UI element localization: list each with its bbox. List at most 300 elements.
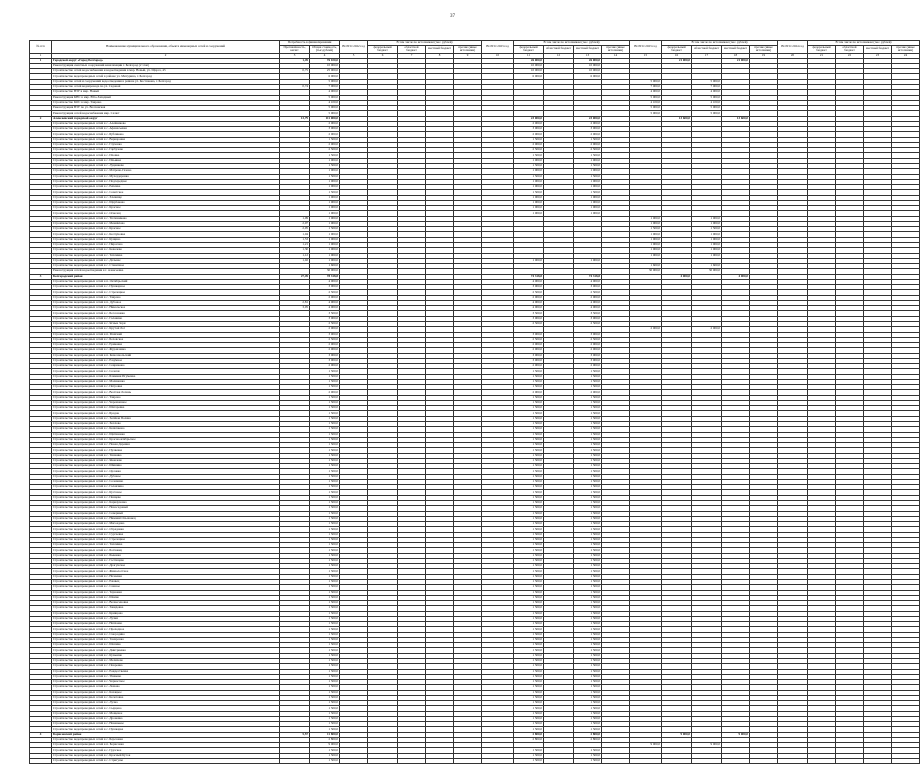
- row-cell: 1 000,0: [310, 253, 340, 258]
- row-cell: 1 500,0: [574, 174, 602, 179]
- row-name: Реконструкция очистных сооружений канализации г. Белгород (2 этап): [52, 63, 280, 68]
- row-name: Строительство водопроводных сетей в с. Станичное: [52, 264, 280, 269]
- row-name: Строительство водопроводных сетей в с. Тавровo: [52, 395, 280, 400]
- row-cell: 1 500,0: [310, 695, 340, 700]
- row-cell: 1 500,0: [514, 653, 544, 658]
- column-number: 11: [514, 53, 544, 58]
- row-name: Строительство водопроводных сетей в с. Жимолостное: [52, 569, 280, 574]
- row-cell: 3 000,0: [574, 316, 602, 321]
- row-cell: 1 500,0: [514, 658, 544, 663]
- row-cell: 1 500,0: [514, 548, 544, 553]
- row-cell: 1 500,0: [310, 569, 340, 574]
- row-cell: 1 500,0: [310, 379, 340, 384]
- row-cell: 2 000,0: [310, 132, 340, 137]
- row-cell: 3,05: [280, 306, 310, 311]
- row-name: Строительство водопроводных сетей в с. Березовка: [52, 737, 280, 742]
- row-cell: 1 500,0: [310, 527, 340, 532]
- row-cell: 2 000,0: [630, 327, 662, 332]
- row-cell: 4 000,0: [692, 90, 722, 95]
- row-cell: 1 500,0: [310, 395, 340, 400]
- row-name: Строительство водопроводных сетей в с. Отрадовка: [52, 527, 280, 532]
- row-cell: 0,75: [280, 69, 310, 74]
- column-number: 9: [454, 53, 482, 58]
- row-name: Строительство водопроводных сетей в с. Мясоедово: [52, 522, 280, 527]
- row-cell: 1 500,0: [574, 585, 602, 590]
- row-name: Строительство водопроводных сетей в с. Красное: [52, 206, 280, 211]
- row-cell: 1 000,0: [310, 206, 340, 211]
- row-cell: 1 500,0: [574, 759, 602, 764]
- row-name: Строительство водопроводных сетей в с. Крутой Лог: [52, 327, 280, 332]
- row-cell: 1 000,0: [692, 221, 722, 226]
- row-cell: 1 000,0: [514, 200, 544, 205]
- row-cell: 1 000,0: [310, 242, 340, 247]
- row-cell: 2 000,0: [574, 121, 602, 126]
- row-cell: 2 000,0: [514, 132, 544, 137]
- row-cell: 1 500,0: [310, 422, 340, 427]
- row-name: Строительство водопроводных сетей в с. Алейниково: [52, 121, 280, 126]
- row-cell: 4 000,0: [310, 279, 340, 284]
- row-name: Строительство водопроводных сетей в с. Таврово: [52, 295, 280, 300]
- row-name: Строительство водопроводных сетей в с. Щербаково: [52, 200, 280, 205]
- row-cell: 5 000,0: [692, 111, 722, 116]
- row-cell: 30 000,0: [692, 269, 722, 274]
- header-source: прочие (иные источники): [892, 45, 920, 53]
- row-cell: 1 000,0: [692, 232, 722, 237]
- row-cell: 1 500,0: [310, 369, 340, 374]
- row-cell: 4 000,0: [514, 306, 544, 311]
- row-cell: 1 500,0: [574, 590, 602, 595]
- row-cell: 1 000,0: [574, 158, 602, 163]
- column-number: 15: [630, 53, 662, 58]
- table-row: [30, 759, 920, 764]
- row-cell: 1 500,0: [574, 637, 602, 642]
- row-name: Строительство водопроводных сетей в с. Никольское: [52, 306, 280, 311]
- row-cell: 1,53: [280, 237, 310, 242]
- header-num: № п/п: [30, 41, 52, 54]
- row-name: Строительство водопроводных сетей в с. Гостищево: [52, 558, 280, 563]
- row-cell: 1 500,0: [514, 374, 544, 379]
- row-cell: 3 000,0: [574, 358, 602, 363]
- row-name: Строительство водопроводных сетей в с. Покровка: [52, 664, 280, 669]
- row-cell: 1 500,0: [514, 174, 544, 179]
- row-cell: 27,49: [280, 274, 310, 279]
- row-cell: 1 500,0: [310, 637, 340, 642]
- row-name: Строительство водопроводных сетей в с. Матрено-Гезово: [52, 169, 280, 174]
- row-cell: 1 500,0: [514, 406, 544, 411]
- row-cell: 4 000,0: [310, 90, 340, 95]
- row-cell: 1 000,0: [574, 258, 602, 263]
- row-cell: 1 500,0: [514, 464, 544, 469]
- row-cell: 1 500,0: [514, 674, 544, 679]
- row-cell: 4 000,0: [514, 279, 544, 284]
- row-cell: 1 500,0: [310, 537, 340, 542]
- row-cell: 74 318,8: [514, 274, 544, 279]
- row-name: Строительство водопроводных сетей в с. Головино: [52, 316, 280, 321]
- row-cell: 1 500,0: [514, 395, 544, 400]
- row-cell: [778, 759, 808, 764]
- row-cell: 2 000,0: [574, 364, 602, 369]
- row-cell: 1 500,0: [514, 474, 544, 479]
- row-cell: 2 000,0: [514, 390, 544, 395]
- row-cell: 1 500,0: [310, 506, 340, 511]
- row-cell: 1 500,0: [574, 574, 602, 579]
- row-cell: 1 000,0: [630, 248, 662, 253]
- row-cell: 1 000,0: [574, 195, 602, 200]
- row-cell: 7 000,0: [692, 85, 722, 90]
- header-source: прочие (иные источники): [454, 45, 482, 53]
- row-cell: 1 500,0: [514, 622, 544, 627]
- row-cell: 2 000,0: [310, 121, 340, 126]
- column-number: 2: [52, 53, 280, 58]
- row-name: Строительство водопроводных сетей в п. Октябрьский: [52, 279, 280, 284]
- row-cell: 1 000,0: [310, 158, 340, 163]
- row-name: Строительство водопроводных сетей в с. Мощеное: [52, 711, 280, 716]
- row-cell: 1 500,0: [310, 558, 340, 563]
- row-cell: 2 800,0: [310, 737, 340, 742]
- row-cell: 1 500,0: [574, 495, 602, 500]
- row-cell: 1 500,0: [692, 227, 722, 232]
- row-cell: 1 500,0: [514, 369, 544, 374]
- row-name: Строительство водопроводных сетей в с. Лучки: [52, 616, 280, 621]
- header-total-4: ВСЕГО 2024 год: [778, 41, 808, 54]
- row-cell: 1 500,0: [310, 648, 340, 653]
- row-cell: 1 000,0: [310, 232, 340, 237]
- row-cell: 1 500,0: [574, 690, 602, 695]
- row-cell: 1 000,0: [574, 185, 602, 190]
- row-name: Строительство водопроводных сетей в с. Весёлая Лопань: [52, 390, 280, 395]
- row-name: Строительство водопроводных сетей в с. Кущино: [52, 237, 280, 242]
- row-cell: 1 000,0: [310, 216, 340, 221]
- row-cell: 1 500,0: [514, 701, 544, 706]
- row-cell: 1 500,0: [514, 553, 544, 558]
- row-cell: 1 500,0: [574, 137, 602, 142]
- row-cell: [426, 759, 454, 764]
- row-cell: 1 500,0: [310, 579, 340, 584]
- row-name: Строительство водопроводных сетей в с. Ушаково: [52, 674, 280, 679]
- row-cell: 2,05: [280, 227, 310, 232]
- row-cell: 1 500,0: [310, 485, 340, 490]
- row-name: Строительство водопроводных сетей в с. Ильинка: [52, 158, 280, 163]
- row-name: Строительство водопроводных сетей в с. Иловка: [52, 153, 280, 158]
- row-cell: 1 500,0: [310, 595, 340, 600]
- row-cell: 1 500,0: [574, 406, 602, 411]
- header-source: прочие (иные источники): [750, 45, 778, 53]
- row-cell: 1 600,0: [692, 264, 722, 269]
- row-name: Строительство водопроводных сетей в с. Бессоновка: [52, 311, 280, 316]
- row-cell: 1 500,0: [574, 506, 602, 511]
- row-cell: 2 500,0: [574, 321, 602, 326]
- header-source: прочие (иные источники): [602, 45, 630, 53]
- row-cell: [722, 759, 750, 764]
- row-cell: 13 600,0: [722, 116, 750, 121]
- row-cell: 6 000,0: [310, 74, 340, 79]
- row-cell: 1 500,0: [514, 527, 544, 532]
- row-cell: 1 500,0: [310, 427, 340, 432]
- row-name: Строительство водопроводных сетей в с. Луценково: [52, 164, 280, 169]
- row-cell: 2 000,0: [574, 132, 602, 137]
- row-cell: 1 500,0: [514, 443, 544, 448]
- row-cell: 4 100,0: [630, 100, 662, 105]
- row-cell: [662, 759, 692, 764]
- row-cell: 13,79: [280, 116, 310, 121]
- row-cell: 1 500,0: [574, 664, 602, 669]
- row-cell: 1 500,0: [310, 669, 340, 674]
- row-name: Строительство водопроводных сетей в с. Кустовое: [52, 490, 280, 495]
- row-cell: 1 000,0: [310, 169, 340, 174]
- row-cell: 1 500,0: [310, 458, 340, 463]
- row-cell: 1 500,0: [574, 727, 602, 732]
- row-cell: 26 000,0: [514, 58, 544, 63]
- row-cell: 1,09: [280, 216, 310, 221]
- row-cell: 1 500,0: [310, 416, 340, 421]
- row-name: Строительство водопроводных сетей в с. Разумное: [52, 358, 280, 363]
- row-cell: 1 500,0: [574, 558, 602, 563]
- row-cell: [836, 759, 864, 764]
- row-name: Строительство водопроводных сетей в с. Шишино: [52, 464, 280, 469]
- row-cell: 1 500,0: [514, 711, 544, 716]
- row-name: Строительство водопроводных сетей в с. Стрелецкое: [52, 290, 280, 295]
- column-number: 3: [280, 53, 310, 58]
- row-cell: 1 500,0: [514, 716, 544, 721]
- row-cell: 1 500,0: [514, 680, 544, 685]
- row-cell: 76 100,0: [310, 58, 340, 63]
- row-cell: 1 500,0: [514, 506, 544, 511]
- row-cell: 1 500,0: [574, 448, 602, 453]
- row-cell: 1 500,0: [574, 485, 602, 490]
- row-cell: 1 500,0: [310, 137, 340, 142]
- row-cell: 1 500,0: [574, 532, 602, 537]
- row-name: Строительство водопроводных сетей в с. Новая Деревня: [52, 443, 280, 448]
- row-cell: 3 000,0: [514, 127, 544, 132]
- row-name: Строительство водопроводных сетей в с. Дальнее: [52, 258, 280, 263]
- row-cell: 1 500,0: [574, 553, 602, 558]
- row-cell: 5 000,0: [692, 106, 722, 111]
- row-name: Строительство сетей водоснабжения и водоотведения в мкр. Новый, ул. Щорса, 45: [52, 69, 280, 74]
- row-cell: 1 500,0: [574, 511, 602, 516]
- row-name: Строительство водопроводных сетей в с. Краснооктябрьское: [52, 437, 280, 442]
- row-name: Строительство водопроводных сетей в с. Ясные Зори: [52, 321, 280, 326]
- row-name: Строительство водопроводных сетей в с. Петровка: [52, 385, 280, 390]
- row-cell: 3 000,0: [514, 332, 544, 337]
- row-name: Строительство водопроводных сетей в с. Ржавец: [52, 579, 280, 584]
- row-name: Строительство водопроводных сетей в с. Ломово: [52, 685, 280, 690]
- row-name: Строительство водопроводных сетей в с. Пушкарка: [52, 727, 280, 732]
- row-name: Строительство водопроводных сетей в с. Пушкарное: [52, 285, 280, 290]
- row-cell: 3 500,0: [574, 311, 602, 316]
- row-cell: 2 000,0: [514, 142, 544, 147]
- row-cell: 1 500,0: [514, 569, 544, 574]
- header-source: федеральный бюджет: [368, 45, 398, 53]
- row-name: Строительство водопроводных сетей в с. Сырцево: [52, 706, 280, 711]
- row-name: Строительство водопроводных сетей в п. Борисовка: [52, 743, 280, 748]
- row-cell: 1 500,0: [310, 474, 340, 479]
- row-cell: 2 000,0: [514, 348, 544, 353]
- row-cell: 25 000,0: [310, 69, 340, 74]
- row-cell: 1 500,0: [514, 727, 544, 732]
- row-cell: 1 500,0: [310, 543, 340, 548]
- header-source: местный бюджет: [722, 45, 750, 53]
- row-cell: 1 500,0: [310, 490, 340, 495]
- row-cell: 1 500,0: [574, 479, 602, 484]
- row-cell: 1 600,0: [310, 264, 340, 269]
- row-cell: 3 000,0: [574, 127, 602, 132]
- row-name: Строительство водопроводных сетей в с. Бродок: [52, 411, 280, 416]
- row-cell: [340, 759, 368, 764]
- row-name: Строительство водопроводных сетей в с. Черкасское: [52, 680, 280, 685]
- row-cell: 1 500,0: [574, 153, 602, 158]
- row-cell: 1 500,0: [310, 511, 340, 516]
- row-cell: 1 500,0: [574, 443, 602, 448]
- row-cell: 1 500,0: [514, 427, 544, 432]
- row-cell: 1 500,0: [310, 680, 340, 685]
- row-name: Строительство водопроводных сетей в с. Красный Куток: [52, 753, 280, 758]
- row-cell: 4 000,0: [662, 274, 692, 279]
- header-total-1: ВСЕГО 2022 год: [340, 41, 368, 54]
- row-name: Строительство водопроводных сетей в с. Красное: [52, 227, 280, 232]
- row-cell: 1 000,0: [574, 179, 602, 184]
- row-cell: 2 000,0: [310, 343, 340, 348]
- row-cell: 1 000,0: [310, 200, 340, 205]
- row-cell: 4 000,0: [310, 300, 340, 305]
- row-cell: 1 500,0: [574, 522, 602, 527]
- row-cell: 2 000,0: [310, 390, 340, 395]
- row-name: Строительство водопроводных сетей в с. Лучка: [52, 701, 280, 706]
- row-cell: 1 000,0: [310, 211, 340, 216]
- row-cell: [602, 759, 630, 764]
- row-name: Строительство водопроводных сетей в с. Пирогово: [52, 242, 280, 247]
- column-number: 7: [398, 53, 426, 58]
- row-cell: 1 500,0: [514, 669, 544, 674]
- row-cell: 5 000,0: [630, 111, 662, 116]
- header-total-2: ВСЕГО 2023 год: [482, 41, 514, 54]
- row-name: Строительство водопроводных сетей в с. Колтуновка: [52, 232, 280, 237]
- row-cell: 3 000,0: [574, 353, 602, 358]
- row-cell: 1 500,0: [514, 469, 544, 474]
- row-name: Строительство водопроводных сетей в с. Репенка: [52, 185, 280, 190]
- row-name: Строительство водопроводных сетей в с. Грузское: [52, 748, 280, 753]
- row-cell: 1 500,0: [514, 485, 544, 490]
- row-cell: 1 500,0: [574, 669, 602, 674]
- row-cell: 1 500,0: [310, 690, 340, 695]
- row-cell: 1 000,0: [574, 200, 602, 205]
- row-cell: [280, 759, 310, 764]
- row-cell: 2 000,0: [514, 121, 544, 126]
- row-cell: 3 000,0: [574, 332, 602, 337]
- row-name: Строительство водопроводных сетей в с. Мухоудеровка: [52, 174, 280, 179]
- row-cell: 1 500,0: [310, 701, 340, 706]
- row-cell: 1 000,0: [514, 206, 544, 211]
- row-cell: 3 000,0: [310, 285, 340, 290]
- row-cell: 1,02: [280, 258, 310, 263]
- row-cell: 1 000,0: [514, 211, 544, 216]
- row-cell: 1 500,0: [630, 227, 662, 232]
- row-cell: 1 500,0: [310, 759, 340, 764]
- row-cell: 30 000,0: [310, 269, 340, 274]
- row-cell: 1 500,0: [574, 501, 602, 506]
- row-cell: 1 500,0: [574, 716, 602, 721]
- row-cell: 3 000,0: [514, 285, 544, 290]
- row-name: Строительство водопроводных сетей в с. Севрюково: [52, 364, 280, 369]
- row-name: Строительство водопроводных сетей в с. Тютюниково: [52, 216, 280, 221]
- row-cell: 1 500,0: [574, 395, 602, 400]
- row-name: Строительство сетей водопровода по ул. Садовой: [52, 85, 280, 90]
- row-cell: 1 500,0: [514, 400, 544, 405]
- row-cell: 2 500,0: [310, 321, 340, 326]
- row-cell: 1 500,0: [514, 753, 544, 758]
- row-name: Строительство водопроводных сетей в с. Пенцево: [52, 495, 280, 500]
- row-cell: 30 000,0: [630, 269, 662, 274]
- row-cell: 1 500,0: [514, 458, 544, 463]
- header-group-1: В том числе по источникам (тыс. рублей): [368, 41, 482, 46]
- row-cell: 1 500,0: [574, 548, 602, 553]
- row-cell: 1 500,0: [310, 653, 340, 658]
- row-cell: 10 000,0: [574, 69, 602, 74]
- row-cell: 1 500,0: [310, 164, 340, 169]
- header-group-2: В том числе по источникам (тыс. рублей): [514, 41, 630, 46]
- row-cell: 21 000,0: [722, 58, 750, 63]
- row-name: Реконструкция сетей водоснабжения мкр. Салют: [52, 111, 280, 116]
- row-cell: 2 500,0: [514, 337, 544, 342]
- investment-program-table: [29, 40, 920, 764]
- row-cell: 1 500,0: [574, 369, 602, 374]
- row-cell: 1 500,0: [310, 564, 340, 569]
- row-cell: 2 000,0: [574, 142, 602, 147]
- row-name: Строительство водопроводных сетей в с. Головчино: [52, 485, 280, 490]
- row-cell: 1 500,0: [310, 643, 340, 648]
- row-cell: 4 000,0: [722, 274, 750, 279]
- row-cell: 1 500,0: [310, 453, 340, 458]
- row-cell: 1 500,0: [310, 532, 340, 537]
- row-name: Строительство ВЗУ в мкр. Новый: [52, 90, 280, 95]
- row-cell: 1 500,0: [514, 574, 544, 579]
- column-number: 5: [340, 53, 368, 58]
- row-cell: 1 000,0: [514, 158, 544, 163]
- row-cell: 1 500,0: [310, 674, 340, 679]
- row-cell: 74 318,8: [574, 274, 602, 279]
- row-cell: 5 000,0: [310, 111, 340, 116]
- row-cell: 1 000,0: [630, 242, 662, 247]
- row-cell: 2 500,0: [310, 148, 340, 153]
- row-cell: 2 000,0: [310, 364, 340, 369]
- row-cell: 5 000,0: [630, 79, 662, 84]
- row-cell: 2 000,0: [574, 348, 602, 353]
- row-name: Строительство водопроводных сетей в с. Гарбузово: [52, 148, 280, 153]
- header-source: местный бюджет: [426, 45, 454, 53]
- row-cell: 1 000,0: [630, 216, 662, 221]
- row-cell: 2 000,0: [310, 295, 340, 300]
- row-cell: 1 000,0: [310, 221, 340, 226]
- row-cell: 1 000,0: [574, 169, 602, 174]
- row-cell: 2 500,0: [310, 290, 340, 295]
- row-name: Строительство водопроводных сетей в с. Карнауховка: [52, 501, 280, 506]
- row-cell: 1 000,0: [310, 179, 340, 184]
- row-name: Строительство водопроводных сетей в с. Хохлово: [52, 422, 280, 427]
- column-number: 19: [750, 53, 778, 58]
- row-cell: 1 500,0: [514, 601, 544, 606]
- row-name: Строительство водопроводных сетей в с. Солохи: [52, 369, 280, 374]
- row-name: Строительство водопроводных сетей в с. Шагаровка: [52, 406, 280, 411]
- row-name: Строительство водопроводных сетей в с. Меняйлово: [52, 221, 280, 226]
- row-cell: 1 500,0: [310, 501, 340, 506]
- header-total-3: ВСЕГО 2023 год: [630, 41, 662, 54]
- header-name: Наименование муниципального образования, объекта инженерных сетей и сооружений: [52, 41, 280, 54]
- row-cell: 1 500,0: [310, 658, 340, 663]
- row-cell: 4 000,0: [574, 279, 602, 284]
- row-cell: 1 500,0: [574, 564, 602, 569]
- row-cell: 1 500,0: [310, 190, 340, 195]
- row-name: Строительство водопроводных сетей в с. Ериковка: [52, 343, 280, 348]
- row-cell: 1 000,0: [630, 237, 662, 242]
